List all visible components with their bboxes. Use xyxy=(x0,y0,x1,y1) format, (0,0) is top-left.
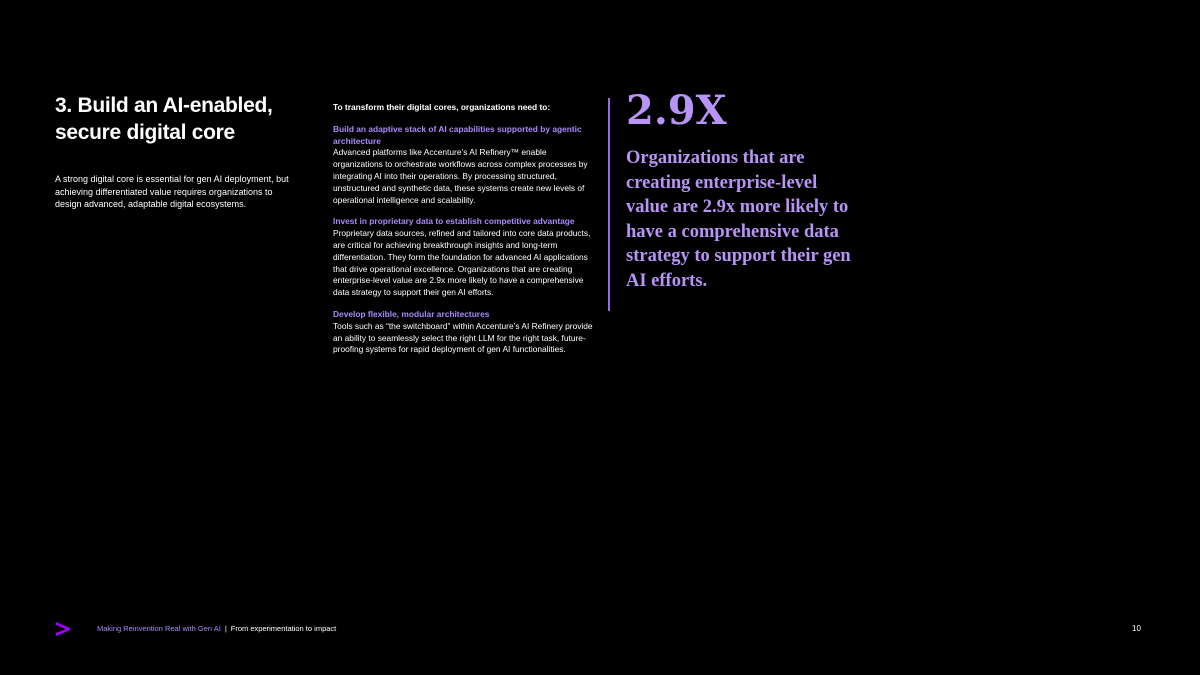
item-heading-modular-architectures: Develop flexible, modular architectures xyxy=(333,308,490,319)
item-heading-adaptive-stack: Build an adaptive stack of AI capabilities supported by agentic architecture xyxy=(333,123,582,146)
footer-publication: Making Reinvention Real with Gen AI xyxy=(97,624,221,633)
item-heading-proprietary-data: Invest in proprietary data to establish competitive advantage xyxy=(333,216,575,227)
accenture-chevron-icon xyxy=(55,621,71,637)
stat-value: 2.9X xyxy=(626,87,727,134)
stat-text: Organizations that are creating enterprise-level value are 2.9x more likely to have a comprehensive data strategy to support their gen AI efforts. xyxy=(626,148,851,291)
footer-text xyxy=(97,624,336,634)
stat-divider xyxy=(608,98,610,311)
item-body-modular-architectures: Tools such as “the switchboard” within Accenture’s AI Refinery provide an ability to seamlessly select the right LLM for the right task, future-proofing systems for rapid deployment of gen AI functionalities. xyxy=(333,320,593,355)
page-number: 10 xyxy=(1132,624,1141,633)
footer-subtitle: From experimentation to impact xyxy=(230,624,337,633)
section-intro: A strong digital core is essential for gen AI deployment, but achieving differentiated value requires organizations to design advanced, adaptable digital ecosystems. xyxy=(55,174,289,209)
footer-separator: | xyxy=(224,624,227,633)
item-body-proprietary-data: Proprietary data sources, refined and tailored into core data products, are critical for achieving breakthrough insights and long-term differentiation. They form the foundation for advanced AI applications that drive operational excellence. Organizations that are creating enterprise-level value are 2.9x more likely to have a comprehensive data strategy to support their gen AI efforts. xyxy=(333,228,591,298)
middle-lead: To transform their digital cores, organizations need to: xyxy=(333,102,551,112)
item-body-adaptive-stack: Advanced platforms like Accenture’s AI Refinery™ enable organizations to orchestrate workflows across complex processes by integrating AI into their operations. By processing structured, unstructured and synthetic data, these systems create new levels of operational intelligence and scalability. xyxy=(333,147,588,205)
section-title: 3. Build an AI-enabled, secure digital core xyxy=(55,94,273,144)
middle-column xyxy=(333,102,595,366)
